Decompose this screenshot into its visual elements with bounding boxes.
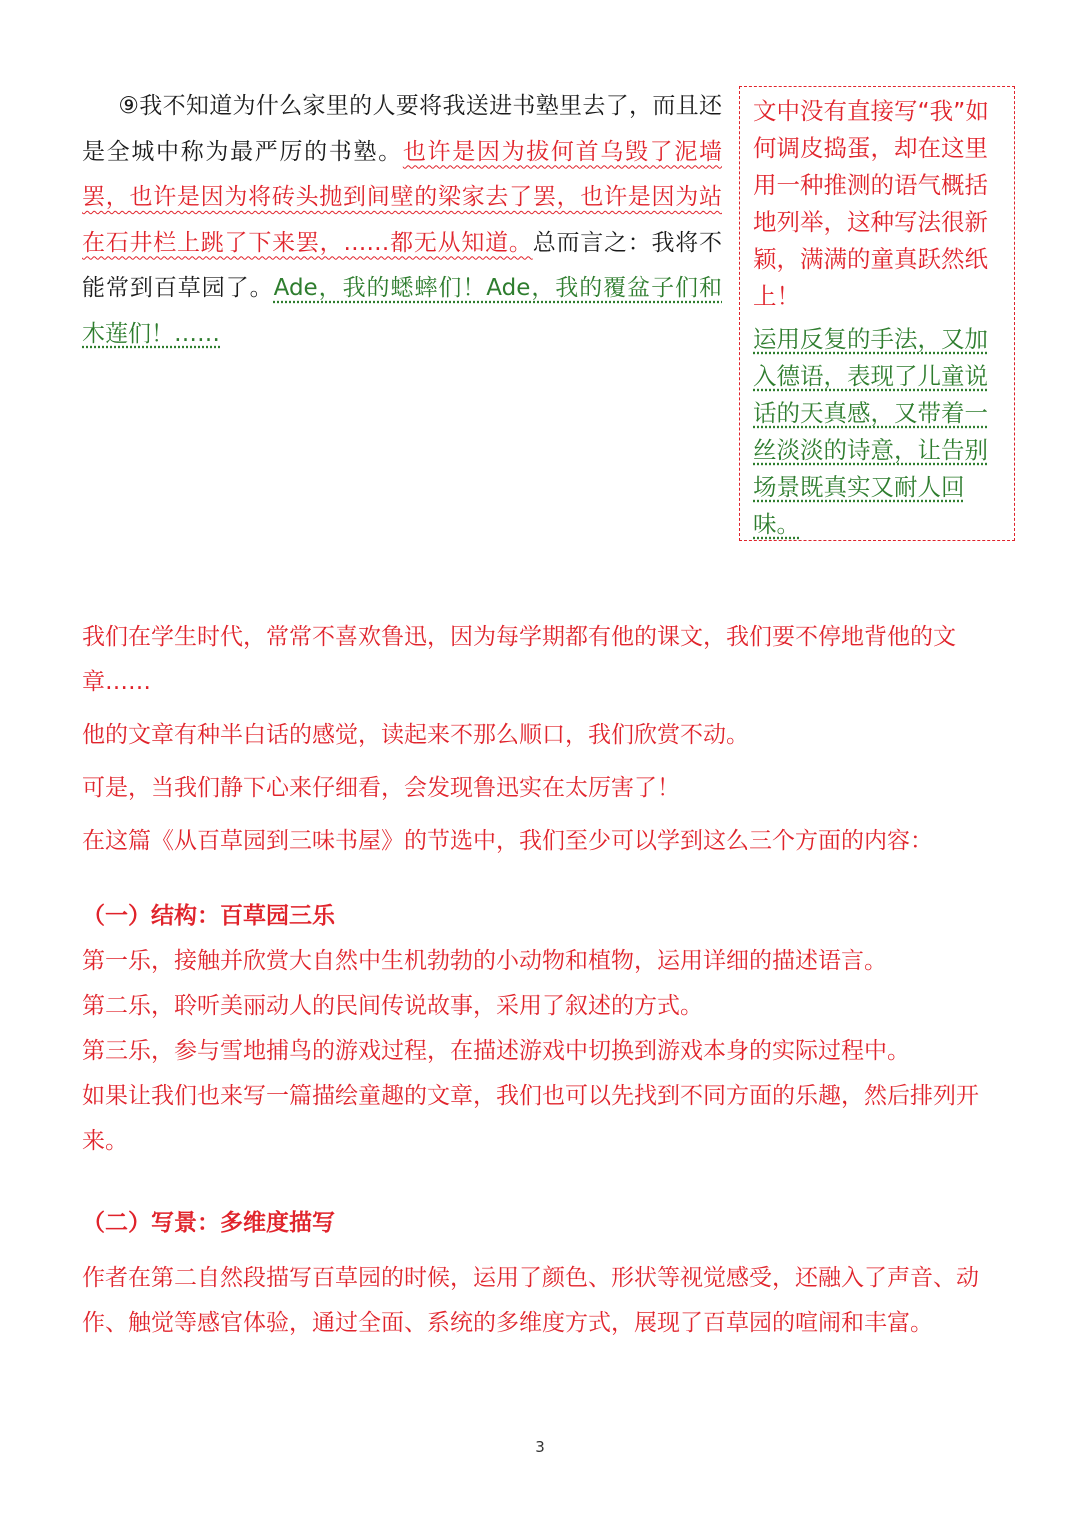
passage-text-2: 总而言之：我将不能常到百草园了。 <box>82 229 723 301</box>
section-line: 第三乐，参与雪地捕鸟的游戏过程，在描述游戏中切换到游戏本身的实际过程中。 <box>82 1038 910 1064</box>
commentary-section <box>82 615 1002 1346</box>
annotation-green-note <box>753 321 1004 543</box>
passage-highlight-red: 也许是因为拔何首乌毁了泥墙罢，也许是因为将砖头抛到间壁的梁家去了罢，也许是因为站在石井栏上跳了下来罢，……都无从知道。 <box>82 138 723 256</box>
excerpt-passage <box>82 84 722 357</box>
commentary-paragraph: 我们在学生时代，常常不喜欢鲁迅，因为每学期都有他的课文，我们要不停地背他的文章…… <box>82 624 956 695</box>
commentary-paragraph: 他的文章有种半白话的感觉，读起来不那么顺口，我们欣赏不动。 <box>82 722 749 748</box>
passage-highlight-green: Ade，我的蟋蟀们！Ade，我的覆盆子们和木莲们！…… <box>82 275 722 347</box>
section-title-scenery: （二）写景：多维度描写 <box>82 1210 335 1236</box>
section-title-structure: （一）结构：百草园三乐 <box>82 903 335 929</box>
commentary-paragraph: 可是，当我们静下心来仔细看，会发现鲁迅实在太厉害了！ <box>82 775 680 801</box>
section-line: 如果让我们也来写一篇描绘童趣的文章，我们也可以先找到不同方面的乐趣，然后排列开来。 <box>82 1083 979 1154</box>
annotation-green-text: 运用反复的手法，又加入德语，表现了儿童说话的天真感，又带着一丝淡淡的诗意，让告别场景既真实又耐人回味。 <box>753 325 988 538</box>
passage-text-1: ⑨我不知道为什么家里的人要将我送进书塾里去了，而且还是全城中称为最严厉的书塾。 <box>82 93 722 165</box>
section-line: 作者在第二自然段描写百草园的时候，运用了颜色、形状等视觉感受，还融入了声音、动作、触觉等感官体验，通过全面、系统的多维度方式，展现了百草园的喧闹和丰富。 <box>82 1265 979 1336</box>
annotation-box <box>739 86 1015 541</box>
page-number: 3 <box>535 1438 545 1456</box>
commentary-paragraph: 在这篇《从百草园到三味书屋》的节选中，我们至少可以学到这么三个方面的内容： <box>82 828 933 854</box>
section-line: 第一乐，接触并欣赏大自然中生机勃勃的小动物和植物，运用详细的描述语言。 <box>82 948 887 974</box>
annotation-red-note: 文中没有直接写“我”如何调皮捣蛋，却在这里用一种推测的语气概括地列举，这种写法很新颖，满满的童真跃然纸上！ <box>753 97 989 310</box>
section-line: 第二乐，聆听美丽动人的民间传说故事，采用了叙述的方式。 <box>82 993 703 1019</box>
